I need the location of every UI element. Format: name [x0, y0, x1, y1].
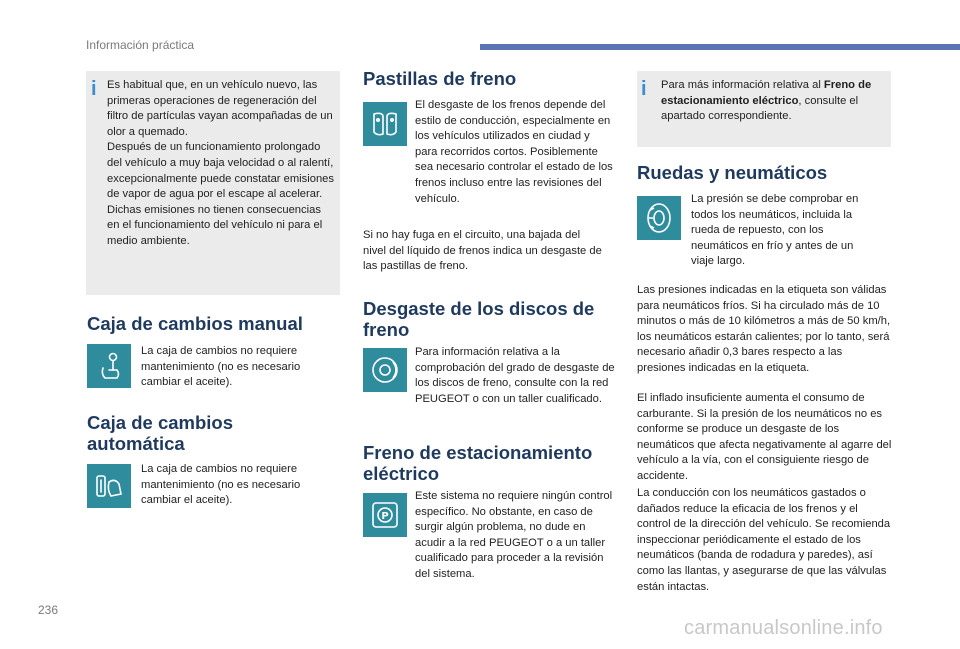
tyre-icon [637, 196, 681, 240]
brake-pads-text-wear: El desgaste de los frenos depende del estilo de conducción, especialmente en los vehículos utilizados en ciudad y para recorridos cortos. Posiblemente sea necesario controlar el estado de los frenos incluso entre las revisiones del vehículo. [415, 99, 613, 205]
page-number: 236 [38, 603, 59, 617]
header-accent-bar [480, 44, 960, 50]
parking-brake-icon [363, 493, 407, 537]
brake-discs-title: Desgaste de los discos de freno [363, 298, 595, 340]
svg-text:P: P [381, 511, 389, 522]
wheels-title: Ruedas y neumáticos [637, 162, 828, 183]
note-text-a: Para más información relativa al [661, 79, 824, 91]
note-text-bold: Freno de estacionamiento eléctrico [661, 79, 872, 107]
brake-pads-title: Pastillas de freno [363, 68, 517, 89]
watermark: carmanualsonline.info [684, 617, 883, 639]
info-icon: i [641, 78, 647, 100]
automatic-gearbox-text: La caja de cambios no requiere mantenimiento (no es necesario cambiar el aceite). [141, 463, 301, 507]
note-text-steam: Después de un funcionamiento prolongado del vehículo a muy baja velocidad o al ralentí, excepcionalmente puede constatar emisiones de vapor de agua por el escape al acelerar. Dichas emisiones no tienen consecuencias en el funcionamiento del vehículo ni para el medio ambiente. [107, 141, 334, 247]
wheels-text-worn-tyres: La conducción con los neumáticos gastados o dañados reduce la eficacia de los frenos y el control de la dirección del vehículo. Se recomienda inspeccionar periódicamente el estado de los neumáticos (banda de rodadura y paredes), así como las llantas, y asegurarse de que las válvulas están intactas. [637, 487, 891, 593]
wheels-text-pressure-check: La presión se debe comprobar en todos los neumáticos, incluida la rueda de repuesto, con los neumáticos en frío y antes de un viaje largo. [691, 193, 859, 268]
manual-gearbox-icon [87, 344, 131, 388]
wheels-text-pressure-label: Las presiones indicadas en la etiqueta son válidas para neumáticos fríos. Si ha circulado más de 10 minutos o más de 10 kilómetros a más de 50 km/h, los neumáticos estarán calientes; por lo tanto, será necesario añadir 0,3 bares respecto a las presiones indicadas en la etiqueta. [637, 284, 891, 374]
brake-discs-text: Para información relativa a la comprobación del grado de desgaste de los discos de freno, consulte con la red PEUGEOT o con un taller cualificado. [415, 346, 615, 405]
note-text-regeneration: Es habitual que, en un vehículo nuevo, las primeras operaciones de regeneración del filtro de partículas vayan acompañadas de un olor a quemado. [107, 79, 333, 138]
automatic-gearbox-icon [87, 464, 131, 508]
note-text [107, 78, 336, 250]
manual-gearbox-title: Caja de cambios manual [87, 313, 303, 334]
note-text-b: , consulte el apartado correspondiente. [661, 94, 859, 123]
brake-pads-icon [363, 102, 407, 146]
section-title: Información práctica [86, 38, 195, 52]
wheels-text-inflation: El inflado insuficiente aumenta el consumo de carburante. Si la presión de los neumáticos no es conforme se produce un desgaste de los neumáticos que afecta negativamente al agarre del vehículo a la vía, con el consiguiente riesgo de accidente. [637, 392, 892, 482]
note-text-parking-brake [661, 78, 887, 125]
brake-disc-icon [363, 348, 407, 392]
manual-gearbox-text: La caja de cambios no requiere mantenimiento (no es necesario cambiar el aceite). [141, 345, 301, 389]
automatic-gearbox-title: Caja de cambios automática [87, 412, 234, 454]
parking-brake-title: Freno de estacionamiento eléctrico [363, 442, 593, 484]
brake-pads-text-fluid: Si no hay fuga en el circuito, una bajada del nivel del líquido de frenos indica un desgaste de las pastillas de freno. [363, 229, 602, 273]
parking-brake-text: Este sistema no requiere ningún control específico. No obstante, en caso de surgir algún problema, no dude en acudir a la red PEUGEOT o a un taller cualificado para proceder a la revisión del sistema. [415, 490, 613, 580]
info-icon: i [91, 78, 97, 100]
